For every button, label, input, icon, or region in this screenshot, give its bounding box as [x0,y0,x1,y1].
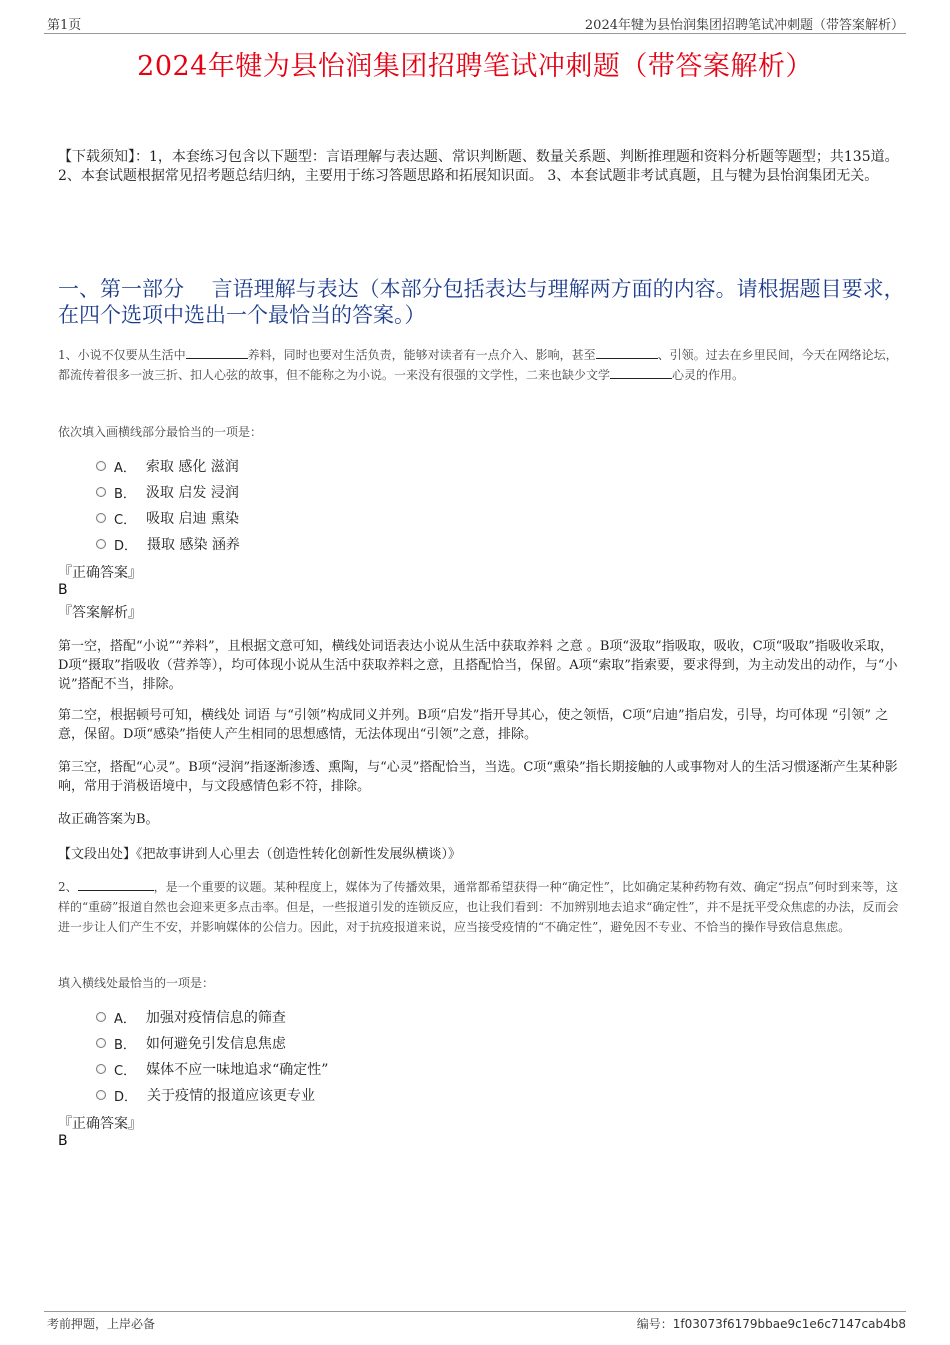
fill-blank [186,346,248,359]
fill-blank [596,346,658,359]
page-number: 第1页 [47,18,82,33]
radio-icon[interactable] [96,513,106,523]
fill-blank [610,366,672,379]
radio-icon[interactable] [96,1064,106,1074]
fill-blank [78,878,154,891]
header-divider [44,33,906,34]
question-1-option-a[interactable]: A． 索取 感化 滋润 [96,457,239,475]
footer-divider [44,1311,906,1312]
analysis-label: 『答案解析』 [58,605,142,621]
question-1-option-d[interactable]: D． 摄取 感染 涵养 [96,535,240,553]
answer-label: 『正确答案』 [58,565,142,581]
radio-icon[interactable] [96,1038,106,1048]
section-heading: 一、第一部分 言语理解与表达（本部分包括表达与理解两方面的内容。请根据题目要求，在四个选项中选出一个最恰当的答案。） [58,277,905,327]
question-2-option-a[interactable]: A． 加强对疫情信息的筛查 [96,1008,286,1026]
document-title: 2024年犍为县怡润集团招聘笔试冲刺题（带答案解析） [137,51,813,82]
source-citation: 【文段出处】《把故事讲到人心里去（创造性转化创新性发展纵横谈）》 [58,847,462,862]
download-notice: 【下载须知】：1，本套练习包含以下题型：言语理解与表达题、常识判断题、数量关系题、判断推理题和资料分析题等题型；共135道。 2、本套试题根据常见招考题总结归纳，主要用于练习答题思路和拓展知识面。 3、本套试题非考试真题，且与犍为县怡润集团无关。 [58,149,899,184]
question-2-option-c[interactable]: C． 媒体不应一味地追求“确定性” [96,1060,328,1078]
question-2-option-b[interactable]: B． 如何避免引发信息焦虑 [96,1034,286,1052]
analysis-paragraph-3: 第三空，搭配“心灵”。B项“浸润”指逐渐渗透、熏陶，与“心灵”搭配恰当，当选。C项“熏染”指长期接触的人或事物对人的生活习惯逐渐产生某种影响，常用于消极语境中，与文段感情色彩不符，排除。 [58,760,898,794]
analysis-conclusion: 故正确答案为B。 [58,812,159,827]
question-1-option-c[interactable]: C． 吸取 启迪 熏染 [96,509,239,527]
question-1-text: 1、小说不仅要从生活中 养料，同时也要对生活负责，能够对读者有一点介入、影响，甚至 、引领。过去在乡里民间，今天在网络论坛，都流传着很多一波三折、扣人心弦的故事，但不能称之为小说。一来没有很强的文学性，二来也缺少文学 心灵的作用。 [58,348,898,382]
analysis-paragraph-2: 第二空，根据顿号可知，横线处 词语 与“引领”构成同义并列。B项“启发”指开导其心，使之领悟，C项“启迪”指启发，引导，均可体现 “引领” 之意，保留。D项“感染”指使人产生相同的思想感情，无法体现出“引领”之意，排除。 [58,708,889,742]
answer-label: 『正确答案』 [58,1116,142,1132]
question-1-option-b[interactable]: B． 汲取 启发 浸润 [96,483,239,501]
analysis-paragraph-1: 第一空，搭配“小说”“养料”，且根据文意可知，横线处词语表达小说从生活中获取养料 之意 。B项“汲取”指吸取，吸收，C项“吸取”指吸收采取，D项“摄取”指吸收（营养等），均可体现小说从生活中获取养料之意，且搭配恰当，保留。A项“索取”指索要，要求得到，为主动发出的动作，与“小说”搭配不当，排除。 [58,639,898,692]
answer-value: B [58,582,68,598]
question-2-option-d[interactable]: D． 关于疫情的报道应该更专业 [96,1086,315,1104]
radio-icon[interactable] [96,487,106,497]
radio-icon[interactable] [96,1012,106,1022]
footer-slogan: 考前押题，上岸必备 [47,1317,156,1331]
running-title: 2024年犍为县怡润集团招聘笔试冲刺题（带答案解析） [584,18,904,33]
radio-icon[interactable] [96,1090,106,1100]
radio-icon[interactable] [96,461,106,471]
answer-value: B [58,1133,68,1149]
question-1-prompt: 依次填入画横线部分最恰当的一项是： [58,425,263,439]
question-2-prompt: 填入横线处最恰当的一项是： [58,976,215,990]
question-2-text: 2、 ，是一个重要的议题。某种程度上，媒体为了传播效果，通常都希望获得一种“确定性”，比如确定某种药物有效、确定“拐点”何时到来等，这样的“重磅”报道自然也会迎来更多点击率。但是，一些报道引发的连锁反应，也让我们看到：不加辨别地去追求“确定性”，并不是抚平受众焦虑的办法，反而会进一步让人们产生不安，并影响媒体的公信力。因此，对于抗疫报道来说，应当接受疫情的“不确定性”，避免因不专业、不恰当的操作导致信息焦虑。 [58,880,899,934]
radio-icon[interactable] [96,539,106,549]
document-code: 编号：1f03073f6179bbae9c1e6c7147cab4b8 [636,1317,906,1331]
